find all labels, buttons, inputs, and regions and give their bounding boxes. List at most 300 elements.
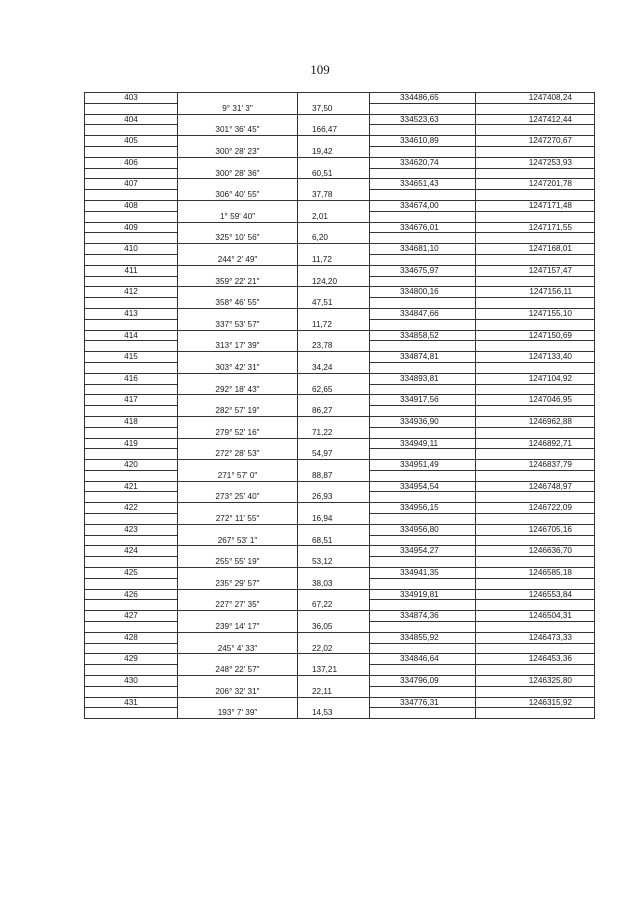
segment-row bbox=[85, 686, 595, 697]
y-cell-empty bbox=[476, 449, 595, 460]
x-coordinate: 334523,63 bbox=[370, 114, 476, 125]
x-coordinate: 334874,81 bbox=[370, 352, 476, 363]
x-coordinate: 334651,43 bbox=[370, 179, 476, 190]
point-number: 405 bbox=[85, 136, 178, 147]
x-cell-empty bbox=[370, 319, 476, 330]
point-number: 414 bbox=[85, 330, 178, 341]
y-cell-empty bbox=[476, 168, 595, 179]
point-number: 416 bbox=[85, 373, 178, 384]
segment-length: 124,20 bbox=[298, 276, 370, 287]
x-coordinate: 334951,49 bbox=[370, 460, 476, 471]
direction-angle: 244° 2' 49" bbox=[178, 254, 298, 265]
x-coordinate: 334800,16 bbox=[370, 287, 476, 298]
point-number: 423 bbox=[85, 524, 178, 535]
point-number: 420 bbox=[85, 460, 178, 471]
point-cell-empty bbox=[85, 686, 178, 697]
point-cell-empty bbox=[85, 643, 178, 654]
y-coordinate: 1246962,88 bbox=[476, 416, 595, 427]
point-number: 410 bbox=[85, 244, 178, 255]
y-cell-empty bbox=[476, 514, 595, 525]
direction-angle: 245° 4' 33" bbox=[178, 643, 298, 654]
segment-row bbox=[85, 492, 595, 503]
angle-cell-empty bbox=[178, 200, 298, 211]
distance-cell-empty bbox=[298, 136, 370, 147]
y-cell-empty bbox=[476, 578, 595, 589]
x-coordinate: 334893,81 bbox=[370, 373, 476, 384]
y-cell-empty bbox=[476, 341, 595, 352]
segment-row bbox=[85, 341, 595, 352]
point-cell-empty bbox=[85, 211, 178, 222]
y-coordinate: 1247133,40 bbox=[476, 352, 595, 363]
y-cell-empty bbox=[476, 557, 595, 568]
direction-angle: 313° 17' 39" bbox=[178, 341, 298, 352]
x-cell-empty bbox=[370, 254, 476, 265]
segment-row bbox=[85, 470, 595, 481]
x-coordinate: 334620,74 bbox=[370, 157, 476, 168]
y-coordinate: 1246325,80 bbox=[476, 676, 595, 687]
point-cell-empty bbox=[85, 125, 178, 136]
direction-angle: 292° 18' 43" bbox=[178, 384, 298, 395]
angle-cell-empty bbox=[178, 136, 298, 147]
segment-length: 11,72 bbox=[298, 319, 370, 330]
point-cell-empty bbox=[85, 600, 178, 611]
segment-length: 22,02 bbox=[298, 643, 370, 654]
x-coordinate: 334610,89 bbox=[370, 136, 476, 147]
direction-angle: 227° 27' 35" bbox=[178, 600, 298, 611]
x-coordinate: 334919,81 bbox=[370, 589, 476, 600]
point-number: 429 bbox=[85, 654, 178, 665]
segment-length: 86,27 bbox=[298, 406, 370, 417]
direction-angle: 359° 22' 21" bbox=[178, 276, 298, 287]
angle-cell-empty bbox=[178, 546, 298, 557]
point-cell-empty bbox=[85, 708, 178, 719]
x-cell-empty bbox=[370, 190, 476, 201]
segment-row bbox=[85, 233, 595, 244]
direction-angle: 255° 55' 19" bbox=[178, 557, 298, 568]
angle-cell-empty bbox=[178, 568, 298, 579]
distance-cell-empty bbox=[298, 93, 370, 104]
angle-cell-empty bbox=[178, 244, 298, 255]
direction-angle: 267° 53' 1" bbox=[178, 535, 298, 546]
x-cell-empty bbox=[370, 233, 476, 244]
point-cell-empty bbox=[85, 103, 178, 114]
x-coordinate: 334681,10 bbox=[370, 244, 476, 255]
segment-row bbox=[85, 622, 595, 633]
x-coordinate: 334776,31 bbox=[370, 697, 476, 708]
direction-angle: 358° 46' 55" bbox=[178, 298, 298, 309]
point-row bbox=[85, 416, 595, 427]
point-row bbox=[85, 330, 595, 341]
y-cell-empty bbox=[476, 470, 595, 481]
point-row bbox=[85, 373, 595, 384]
point-cell-empty bbox=[85, 298, 178, 309]
segment-row bbox=[85, 427, 595, 438]
y-coordinate: 1247046,95 bbox=[476, 395, 595, 406]
point-row bbox=[85, 546, 595, 557]
direction-angle: 248° 22' 57" bbox=[178, 665, 298, 676]
angle-cell-empty bbox=[178, 676, 298, 687]
segment-length: 37,78 bbox=[298, 190, 370, 201]
angle-cell-empty bbox=[178, 654, 298, 665]
point-number: 417 bbox=[85, 395, 178, 406]
point-cell-empty bbox=[85, 492, 178, 503]
segment-length: 6,20 bbox=[298, 233, 370, 244]
direction-angle: 300° 28' 36" bbox=[178, 168, 298, 179]
point-number: 418 bbox=[85, 416, 178, 427]
x-cell-empty bbox=[370, 427, 476, 438]
x-cell-empty bbox=[370, 535, 476, 546]
x-coordinate: 334954,27 bbox=[370, 546, 476, 557]
x-cell-empty bbox=[370, 643, 476, 654]
y-cell-empty bbox=[476, 146, 595, 157]
distance-cell-empty bbox=[298, 200, 370, 211]
direction-angle: 282° 57' 19" bbox=[178, 406, 298, 417]
angle-cell-empty bbox=[178, 395, 298, 406]
direction-angle: 272° 11' 55" bbox=[178, 514, 298, 525]
angle-cell-empty bbox=[178, 222, 298, 233]
angle-cell-empty bbox=[178, 611, 298, 622]
segment-row bbox=[85, 362, 595, 373]
y-coordinate: 1247156,11 bbox=[476, 287, 595, 298]
y-cell-empty bbox=[476, 233, 595, 244]
point-number: 427 bbox=[85, 611, 178, 622]
distance-cell-empty bbox=[298, 308, 370, 319]
distance-cell-empty bbox=[298, 352, 370, 363]
angle-cell-empty bbox=[178, 503, 298, 514]
y-cell-empty bbox=[476, 298, 595, 309]
point-row bbox=[85, 93, 595, 104]
y-coordinate: 1246705,16 bbox=[476, 524, 595, 535]
x-coordinate: 334674,00 bbox=[370, 200, 476, 211]
y-cell-empty bbox=[476, 384, 595, 395]
segment-row bbox=[85, 319, 595, 330]
y-coordinate: 1247157,47 bbox=[476, 265, 595, 276]
distance-cell-empty bbox=[298, 330, 370, 341]
y-cell-empty bbox=[476, 643, 595, 654]
point-cell-empty bbox=[85, 319, 178, 330]
direction-angle: 239° 14' 17" bbox=[178, 622, 298, 633]
point-number: 408 bbox=[85, 200, 178, 211]
x-cell-empty bbox=[370, 103, 476, 114]
x-cell-empty bbox=[370, 406, 476, 417]
segment-length: 62,65 bbox=[298, 384, 370, 395]
y-cell-empty bbox=[476, 190, 595, 201]
angle-cell-empty bbox=[178, 287, 298, 298]
segment-row bbox=[85, 557, 595, 568]
x-cell-empty bbox=[370, 341, 476, 352]
x-cell-empty bbox=[370, 298, 476, 309]
x-cell-empty bbox=[370, 168, 476, 179]
y-coordinate: 1246748,97 bbox=[476, 481, 595, 492]
y-coordinate: 1246504,31 bbox=[476, 611, 595, 622]
segment-row bbox=[85, 384, 595, 395]
y-coordinate: 1246585,18 bbox=[476, 568, 595, 579]
direction-angle: 193° 7' 39" bbox=[178, 708, 298, 719]
x-cell-empty bbox=[370, 146, 476, 157]
distance-cell-empty bbox=[298, 503, 370, 514]
y-coordinate: 1247270,67 bbox=[476, 136, 595, 147]
direction-angle: 271° 57' 0" bbox=[178, 470, 298, 481]
segment-row bbox=[85, 514, 595, 525]
point-row bbox=[85, 222, 595, 233]
point-row bbox=[85, 503, 595, 514]
y-cell-empty bbox=[476, 686, 595, 697]
x-cell-empty bbox=[370, 557, 476, 568]
distance-cell-empty bbox=[298, 524, 370, 535]
point-row bbox=[85, 676, 595, 687]
angle-cell-empty bbox=[178, 481, 298, 492]
x-cell-empty bbox=[370, 686, 476, 697]
angle-cell-empty bbox=[178, 308, 298, 319]
point-row bbox=[85, 136, 595, 147]
point-row bbox=[85, 697, 595, 708]
angle-cell-empty bbox=[178, 114, 298, 125]
y-coordinate: 1247201,78 bbox=[476, 179, 595, 190]
segment-length: 11,72 bbox=[298, 254, 370, 265]
x-cell-empty bbox=[370, 362, 476, 373]
segment-length: 23,78 bbox=[298, 341, 370, 352]
point-row bbox=[85, 352, 595, 363]
distance-cell-empty bbox=[298, 395, 370, 406]
y-coordinate: 1247150,69 bbox=[476, 330, 595, 341]
x-coordinate: 334858,52 bbox=[370, 330, 476, 341]
point-cell-empty bbox=[85, 276, 178, 287]
x-coordinate: 334855,92 bbox=[370, 632, 476, 643]
point-row bbox=[85, 308, 595, 319]
distance-cell-empty bbox=[298, 460, 370, 471]
point-number: 419 bbox=[85, 438, 178, 449]
point-cell-empty bbox=[85, 449, 178, 460]
segment-length: 47,51 bbox=[298, 298, 370, 309]
y-coordinate: 1247171,55 bbox=[476, 222, 595, 233]
distance-cell-empty bbox=[298, 373, 370, 384]
point-number: 406 bbox=[85, 157, 178, 168]
x-cell-empty bbox=[370, 470, 476, 481]
x-coordinate: 334676,01 bbox=[370, 222, 476, 233]
y-cell-empty bbox=[476, 211, 595, 222]
segment-length: 71,22 bbox=[298, 427, 370, 438]
y-cell-empty bbox=[476, 276, 595, 287]
direction-angle: 300° 28' 23" bbox=[178, 146, 298, 157]
direction-angle: 9° 31' 3" bbox=[178, 103, 298, 114]
point-row bbox=[85, 632, 595, 643]
point-cell-empty bbox=[85, 622, 178, 633]
angle-cell-empty bbox=[178, 265, 298, 276]
x-cell-empty bbox=[370, 600, 476, 611]
point-row bbox=[85, 568, 595, 579]
segment-length: 67,22 bbox=[298, 600, 370, 611]
y-cell-empty bbox=[476, 665, 595, 676]
point-number: 409 bbox=[85, 222, 178, 233]
y-coordinate: 1246453,36 bbox=[476, 654, 595, 665]
x-cell-empty bbox=[370, 622, 476, 633]
segment-row bbox=[85, 146, 595, 157]
direction-angle: 206° 32' 31" bbox=[178, 686, 298, 697]
angle-cell-empty bbox=[178, 157, 298, 168]
segment-row bbox=[85, 211, 595, 222]
x-coordinate: 334954,54 bbox=[370, 481, 476, 492]
point-cell-empty bbox=[85, 168, 178, 179]
y-coordinate: 1246553,84 bbox=[476, 589, 595, 600]
point-cell-empty bbox=[85, 233, 178, 244]
x-coordinate: 334956,15 bbox=[370, 503, 476, 514]
x-cell-empty bbox=[370, 384, 476, 395]
angle-cell-empty bbox=[178, 697, 298, 708]
point-cell-empty bbox=[85, 341, 178, 352]
segment-row bbox=[85, 168, 595, 179]
point-cell-empty bbox=[85, 362, 178, 373]
distance-cell-empty bbox=[298, 438, 370, 449]
y-coordinate: 1246315,92 bbox=[476, 697, 595, 708]
distance-cell-empty bbox=[298, 287, 370, 298]
distance-cell-empty bbox=[298, 568, 370, 579]
y-cell-empty bbox=[476, 708, 595, 719]
y-coordinate: 1247408,24 bbox=[476, 93, 595, 104]
y-coordinate: 1246892,71 bbox=[476, 438, 595, 449]
segment-row bbox=[85, 708, 595, 719]
segment-row bbox=[85, 125, 595, 136]
angle-cell-empty bbox=[178, 373, 298, 384]
distance-cell-empty bbox=[298, 697, 370, 708]
y-coordinate: 1247104,92 bbox=[476, 373, 595, 384]
point-cell-empty bbox=[85, 254, 178, 265]
distance-cell-empty bbox=[298, 114, 370, 125]
point-number: 424 bbox=[85, 546, 178, 557]
point-number: 413 bbox=[85, 308, 178, 319]
segment-length: 36,05 bbox=[298, 622, 370, 633]
x-coordinate: 334486,65 bbox=[370, 93, 476, 104]
x-cell-empty bbox=[370, 492, 476, 503]
point-row bbox=[85, 244, 595, 255]
x-coordinate: 334941,35 bbox=[370, 568, 476, 579]
y-cell-empty bbox=[476, 319, 595, 330]
angle-cell-empty bbox=[178, 524, 298, 535]
segment-row bbox=[85, 600, 595, 611]
angle-cell-empty bbox=[178, 330, 298, 341]
x-cell-empty bbox=[370, 125, 476, 136]
point-row bbox=[85, 460, 595, 471]
y-coordinate: 1247412,44 bbox=[476, 114, 595, 125]
x-coordinate: 334675,97 bbox=[370, 265, 476, 276]
direction-angle: 279° 52' 16" bbox=[178, 427, 298, 438]
point-row bbox=[85, 114, 595, 125]
y-cell-empty bbox=[476, 622, 595, 633]
x-cell-empty bbox=[370, 276, 476, 287]
point-row bbox=[85, 611, 595, 622]
y-coordinate: 1247155,10 bbox=[476, 308, 595, 319]
distance-cell-empty bbox=[298, 654, 370, 665]
point-cell-empty bbox=[85, 470, 178, 481]
point-row bbox=[85, 524, 595, 535]
segment-length: 68,51 bbox=[298, 535, 370, 546]
point-number: 404 bbox=[85, 114, 178, 125]
point-row bbox=[85, 287, 595, 298]
segment-length: 166,47 bbox=[298, 125, 370, 136]
direction-angle: 273° 25' 40" bbox=[178, 492, 298, 503]
point-cell-empty bbox=[85, 427, 178, 438]
direction-angle: 306° 40' 55" bbox=[178, 190, 298, 201]
y-cell-empty bbox=[476, 535, 595, 546]
distance-cell-empty bbox=[298, 611, 370, 622]
distance-cell-empty bbox=[298, 157, 370, 168]
point-cell-empty bbox=[85, 384, 178, 395]
point-number: 428 bbox=[85, 632, 178, 643]
segment-length: 60,51 bbox=[298, 168, 370, 179]
segment-length: 38,03 bbox=[298, 578, 370, 589]
x-coordinate: 334936,90 bbox=[370, 416, 476, 427]
distance-cell-empty bbox=[298, 632, 370, 643]
distance-cell-empty bbox=[298, 589, 370, 600]
coordinates-table-body bbox=[85, 93, 595, 719]
x-coordinate: 334846,64 bbox=[370, 654, 476, 665]
point-cell-empty bbox=[85, 514, 178, 525]
segment-length: 19,42 bbox=[298, 146, 370, 157]
segment-row bbox=[85, 535, 595, 546]
x-cell-empty bbox=[370, 665, 476, 676]
direction-angle: 337° 53' 57" bbox=[178, 319, 298, 330]
segment-row bbox=[85, 665, 595, 676]
distance-cell-empty bbox=[298, 244, 370, 255]
direction-angle: 235° 29' 57" bbox=[178, 578, 298, 589]
segment-length: 37,50 bbox=[298, 103, 370, 114]
y-coordinate: 1247168,01 bbox=[476, 244, 595, 255]
y-coordinate: 1246837,79 bbox=[476, 460, 595, 471]
page-number: 109 bbox=[310, 62, 330, 77]
segment-length: 88,87 bbox=[298, 470, 370, 481]
point-row bbox=[85, 179, 595, 190]
distance-cell-empty bbox=[298, 481, 370, 492]
distance-cell-empty bbox=[298, 265, 370, 276]
segment-row bbox=[85, 103, 595, 114]
point-cell-empty bbox=[85, 557, 178, 568]
y-cell-empty bbox=[476, 492, 595, 503]
point-row bbox=[85, 200, 595, 211]
y-cell-empty bbox=[476, 254, 595, 265]
point-number: 407 bbox=[85, 179, 178, 190]
distance-cell-empty bbox=[298, 676, 370, 687]
x-coordinate: 334917,56 bbox=[370, 395, 476, 406]
segment-length: 16,94 bbox=[298, 514, 370, 525]
x-coordinate: 334949,11 bbox=[370, 438, 476, 449]
x-coordinate: 334847,66 bbox=[370, 308, 476, 319]
y-coordinate: 1246722,09 bbox=[476, 503, 595, 514]
point-row bbox=[85, 265, 595, 276]
angle-cell-empty bbox=[178, 589, 298, 600]
segment-length: 54,97 bbox=[298, 449, 370, 460]
distance-cell-empty bbox=[298, 179, 370, 190]
point-number: 411 bbox=[85, 265, 178, 276]
point-number: 421 bbox=[85, 481, 178, 492]
point-cell-empty bbox=[85, 578, 178, 589]
y-cell-empty bbox=[476, 427, 595, 438]
distance-cell-empty bbox=[298, 222, 370, 233]
point-cell-empty bbox=[85, 190, 178, 201]
segment-length: 2,01 bbox=[298, 211, 370, 222]
y-coordinate: 1246636,70 bbox=[476, 546, 595, 557]
point-number: 415 bbox=[85, 352, 178, 363]
segment-row bbox=[85, 254, 595, 265]
y-coordinate: 1247171,48 bbox=[476, 200, 595, 211]
angle-cell-empty bbox=[178, 179, 298, 190]
y-cell-empty bbox=[476, 362, 595, 373]
y-cell-empty bbox=[476, 125, 595, 136]
x-cell-empty bbox=[370, 514, 476, 525]
segment-length: 53,12 bbox=[298, 557, 370, 568]
x-cell-empty bbox=[370, 708, 476, 719]
point-number: 412 bbox=[85, 287, 178, 298]
segment-row bbox=[85, 276, 595, 287]
point-cell-empty bbox=[85, 146, 178, 157]
